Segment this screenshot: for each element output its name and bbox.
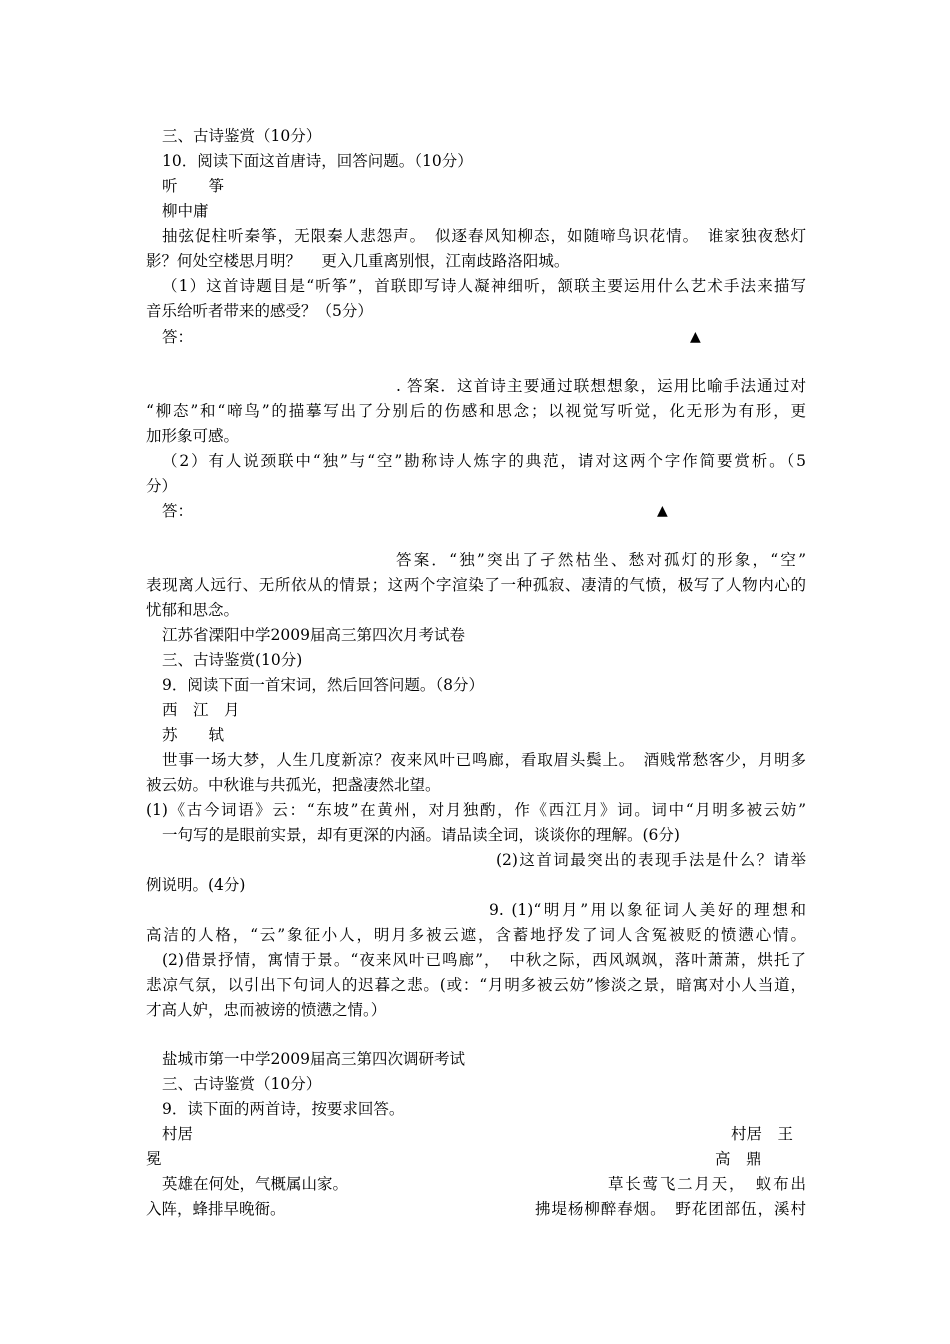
question-text: 分） <box>146 477 178 495</box>
answer-placeholder-triangle: ▲ <box>690 329 701 345</box>
poem-title: 听 筝 <box>162 177 225 195</box>
poem-line: 英雄在何处，气概属山家。 <box>162 1175 349 1193</box>
question-text: （2）有人说颈联中“独”与“空”勘称诗人炼字的典范，请对这两个字作简要赏析。（5 <box>162 452 806 470</box>
answer-label: 答： <box>162 502 194 520</box>
question-10: 10．阅读下面这首唐诗，回答问题。（10分） <box>162 152 473 170</box>
question-9: 9．阅读下面一首宋词，然后回答问题。（8分） <box>162 676 484 694</box>
question-text: (1)《古今词语》云：“东坡”在黄州，对月独酌，作《西江月》词。词中“月明多被云妨” <box>146 801 806 819</box>
exam-title: 江苏省溧阳中学2009届高三第四次月考试卷 <box>162 626 465 644</box>
section-heading: 三、古诗鉴赏(10分) <box>162 651 303 669</box>
poem-title: 村居 <box>162 1125 194 1143</box>
poem-line: 世事一场大梦，人生几度新凉？夜来风叶已鸣廊，看取眉头鬓上。 酒贱常愁客少，月明多 <box>162 751 806 769</box>
answer-text: 9. (1)“明月”用以象征词人美好的理想和 <box>489 901 806 919</box>
question-text: （1）这首诗题目是“听筝”，首联即写诗人凝神细听，颔联主要运用什么艺术手法来描写 <box>162 277 806 295</box>
poem-title: 西 江 月 <box>162 701 240 719</box>
answer-text: 表现离人远行、无所依从的情景；这两个字渲染了一种孤寂、凄清的气愤，极写了人物内心的 <box>146 576 806 594</box>
exam-title: 盐城市第一中学2009届高三第四次调研考试 <box>162 1050 465 1068</box>
answer-text: (2)借景抒情，寓情于景。“夜来风叶已鸣廊”， 中秋之际，西风飒飒，落叶萧萧，烘托了 <box>162 951 806 969</box>
answer-text: 高洁的人格，“云”象征小人，明月多被云遮，含蓄地抒发了词人含冤被贬的愤懑心情。 <box>146 926 806 944</box>
poem-line: 影？何处空楼思月明？ 更入几重离别恨，江南歧路洛阳城。 <box>146 252 570 270</box>
poem-author: 高 鼎 <box>715 1150 762 1168</box>
question-text: 一句写的是眼前实景，却有更深的内涵。请品读全词，谈谈你的理解。(6分) <box>162 826 680 844</box>
section-heading: 三、古诗鉴赏（10分） <box>162 127 322 145</box>
section-heading: 三、古诗鉴赏（10分） <box>162 1075 322 1093</box>
poem-line: 入阵，蜂排早晚衙。 <box>146 1200 286 1218</box>
answer-label: 答： <box>162 328 194 346</box>
poem-line: 拂堤杨柳醉春烟。 野花团部伍，溪村 <box>535 1200 806 1218</box>
poem-author: 冕 <box>146 1150 162 1168</box>
question-9: 9．读下面的两首诗，按要求回答。 <box>162 1100 405 1118</box>
poem-author: 柳中庸 <box>162 202 209 220</box>
question-text: (2)这首词最突出的表现手法是什么？请举 <box>496 851 806 869</box>
answer-text: 才高人妒，忠而被谤的愤懑之情。） <box>146 1001 387 1019</box>
poem-line: 抽弦促柱听秦筝，无限秦人悲怨声。 似逐春风知柳态，如随啼鸟识花情。 谁家独夜愁灯 <box>162 227 806 245</box>
answer-placeholder-triangle: ▲ <box>657 503 668 519</box>
answer-text: 忧郁和思念。 <box>146 601 240 619</box>
poem-line: 被云妨。中秋谁与共孤光，把盏凄然北望。 <box>146 776 441 794</box>
answer-text: 答案．“独”突出了孑然枯坐、愁对孤灯的形象，“空” <box>396 551 806 569</box>
question-text: 音乐给听者带来的感受？（5分） <box>146 302 373 320</box>
answer-text: 悲凉气氛，以引出下句词人的迟暮之悲。(或：“月明多被云妨”惨淡之景，暗寓对小人当道， <box>146 976 806 994</box>
answer-text: 加形象可感。 <box>146 427 240 445</box>
answer-text: . 答案．这首诗主要通过联想想象，运用比喻手法通过对 <box>396 377 806 395</box>
poem-title: 村居 王 <box>731 1125 794 1143</box>
poem-line: 草长莺飞二月天， 蚁布出 <box>608 1175 806 1193</box>
poem-author: 苏 轼 <box>162 726 225 744</box>
question-text: 例说明。(4分) <box>146 876 246 894</box>
answer-text: “柳态”和“啼鸟”的描摹写出了分别后的伤感和思念；以视觉写听觉，化无形为有形，更 <box>146 402 806 420</box>
